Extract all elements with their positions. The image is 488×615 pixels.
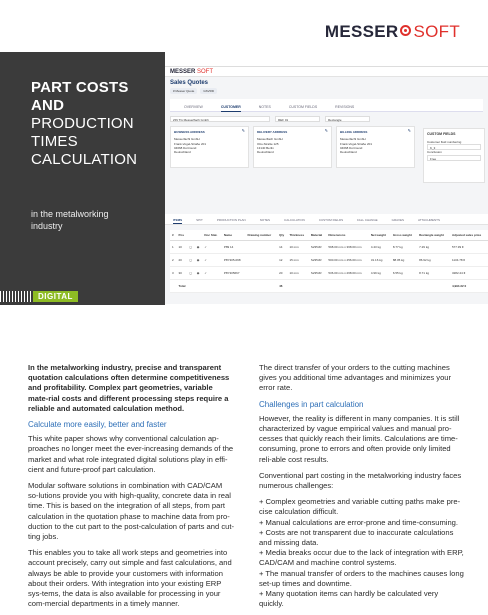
qty-input[interactable]: 14 [277, 241, 287, 254]
app-header [165, 67, 488, 77]
tab-spit[interactable]: SPIT [196, 218, 203, 222]
app-page-title: Sales Quotes [170, 80, 209, 86]
cell [245, 267, 277, 280]
list-item: + Manual calculations are error-prone and time-consuming. [259, 517, 459, 527]
card-title: DELIVERY ADDRESS [257, 130, 288, 134]
col-header[interactable]: Thickness [287, 230, 308, 241]
col-header[interactable]: Pos [176, 230, 187, 241]
cell: 6.55 kg [391, 267, 417, 280]
card-line: Messerflach GmbH [257, 137, 283, 142]
subtitle-line-2: industry [31, 221, 63, 231]
card-line: 04668 Dortmund [174, 145, 197, 150]
items-table [170, 230, 488, 293]
paragraph: Modular software solutions in combination with CAD/CAM so-lutions provide you with high-quality, concrete data in real time. This is based on the integration of all steps, from part calculation in the quotation phase to machine data from pro-duction to the cut part to the post-calculation of parts and cut-ting jobs. [28, 481, 234, 542]
cell: P89 14 [222, 241, 246, 254]
qty-input[interactable]: 12 [277, 254, 287, 267]
cell: 500.00 mm x 456.00 mm [326, 254, 369, 267]
edit-icon[interactable]: ✎ [324, 128, 328, 133]
logo-mark-icon [400, 25, 411, 36]
paragraph: This enables you to take all work steps and geometries into account precisely, carry out simple and fast calculations, and always be able to provide your customers with information about their orders. With integration into your existing ERP sys-tems, the data is also available for processing in your com-mercial departments in a timely manner. [28, 548, 232, 609]
app-logo [170, 69, 213, 75]
col-header[interactable]: Net weight [369, 230, 391, 241]
cell [245, 254, 277, 267]
card-title: BUSINESS ADDRESS [174, 130, 205, 134]
table-row[interactable] [170, 241, 488, 254]
price-input[interactable]: 1134.78 € [450, 254, 488, 267]
customer-search-input[interactable]: ZIN TG Messerflach Gmbh [170, 116, 270, 122]
app-logo-bold: MESSER [170, 68, 196, 75]
app-screenshot [165, 66, 488, 304]
right-column [259, 363, 465, 609]
page-title [31, 79, 156, 169]
status-check-icon: ✓ [202, 267, 221, 280]
cell: 7.29 kg [417, 241, 450, 254]
cell: 536.00 mm x 268.00 mm [326, 267, 369, 280]
title-banner [0, 52, 165, 305]
list-item: + Many quotation items can hardly be calculated very quickly. [259, 589, 439, 609]
crumb-1[interactable]: # Messer Quote [170, 88, 197, 94]
filter-row [165, 112, 488, 126]
col-header[interactable]: Adjusted sales price [450, 230, 488, 241]
total-price: 4,994.32 € [450, 280, 488, 293]
cell: P8Y305667 [222, 267, 246, 280]
logo-soft: SOFT [413, 22, 460, 41]
tab-fall-change[interactable]: FALL CHANGE [357, 218, 378, 222]
col-header[interactable]: Name [222, 230, 246, 241]
list-item: + Complex geometries and variable cutting paths make pre- cise calculation difficult. [259, 497, 461, 517]
tab-customer[interactable]: CUSTOMER [221, 105, 241, 112]
list-item: + Costs are not transparent due to inaccurate calculations and missing data. [259, 527, 454, 548]
card-line: Deutschland [257, 150, 274, 155]
part-preview-icon: ◻ [187, 254, 194, 267]
cell: S235JR [309, 254, 327, 267]
title-line-1: PART COSTS [31, 79, 129, 96]
messer-soft-logo [325, 22, 460, 42]
part-preview-icon: ◻ [187, 241, 194, 254]
cell: 10 mm [287, 267, 308, 280]
app-tabs [170, 99, 483, 112]
cell: 8.71 kg [417, 267, 450, 280]
title-line-4: TIMES [31, 133, 78, 150]
eye-icon[interactable]: ◉ [195, 254, 203, 267]
subtitle [31, 208, 109, 232]
digital-tag: DIGITAL [33, 291, 78, 302]
recurrence-select[interactable]: Rectangle [325, 116, 370, 122]
cell: 4.43 kg [369, 241, 391, 254]
section-heading: Challenges in part calculation [259, 399, 364, 409]
col-header[interactable]: # [170, 230, 176, 241]
paragraph: This white paper shows why conventional calculation ap-proaches no longer meet the ever-increasing demands of the market and what role integrated digital solutions play in effi-cient and future-proof part calculation. [28, 434, 234, 474]
eye-icon[interactable]: ◉ [195, 267, 203, 280]
table-row[interactable] [170, 254, 488, 267]
app-logo-light: SOFT [197, 68, 214, 75]
tab-notes[interactable]: NOTES [258, 105, 271, 109]
list-item: + Media breaks occur due to the lack of integration with ERP, CAD/CAM and machine control systems. [259, 548, 464, 568]
col-header [195, 230, 203, 241]
col-header[interactable]: Doc Stat. [202, 230, 221, 241]
cell: S235JR [309, 241, 327, 254]
card-line: 13140 Berlin [257, 145, 274, 150]
cell: 88.05 kg [391, 254, 417, 267]
stripe-decoration [0, 291, 32, 302]
subtitle-line-1: in the metalworking [31, 209, 109, 219]
custom-field-label: Customer fluid numbering [427, 139, 462, 144]
tab-overview[interactable]: OVERVIEW [184, 105, 203, 109]
col-header[interactable]: Gross weight [391, 230, 417, 241]
breadcrumb [165, 86, 488, 96]
custom-field-input[interactable]: K_3 [427, 144, 481, 150]
logo-messer: MESSER [324, 22, 399, 41]
title-line-3: PRODUCTION [31, 115, 134, 132]
tab-production-plan[interactable]: PRODUCTION PLAN [216, 218, 246, 222]
cell: P8Y305-098 [222, 254, 246, 267]
cell: 30 [176, 267, 187, 280]
paragraph: The direct transfer of your orders to the cutting machines gives you additional time advantages and minimizes your error rate. [259, 363, 452, 393]
paragraph: Conventional part costing in the metalworking industry faces numerous challenges: [259, 470, 462, 491]
cell: 2 [170, 254, 176, 267]
eye-icon[interactable]: ◉ [195, 241, 203, 254]
edit-icon[interactable]: ✎ [241, 128, 245, 133]
total-qty: 46 [277, 280, 287, 293]
col-header[interactable]: Drawing number [245, 230, 277, 241]
cell: 1 [170, 241, 176, 254]
qty-input[interactable]: 20 [277, 267, 287, 280]
custom-field-label: Conclusion [427, 150, 442, 154]
billing-address-card [336, 126, 415, 168]
title-line-2: AND [31, 97, 65, 114]
cell: 31.16 kg [369, 254, 391, 267]
tab-calculation[interactable]: CALCULATION [284, 218, 305, 222]
status-check-icon: ✓ [202, 254, 221, 267]
total-label: Total [176, 280, 277, 293]
cell: S235JR [309, 267, 327, 280]
cell: 86.92 kg [417, 254, 450, 267]
custom-fields-title: CUSTOM FIELDS [427, 132, 456, 136]
col-header[interactable]: Rectangle weight [417, 230, 450, 241]
col-header[interactable]: Material [309, 230, 327, 241]
cell [245, 241, 277, 254]
table-row[interactable] [170, 267, 488, 280]
cell [287, 280, 450, 293]
cell: 15 mm [287, 254, 308, 267]
part-preview-icon: ◻ [187, 267, 194, 280]
tab-items[interactable]: ITEMS [173, 218, 183, 222]
tab-attachments[interactable]: ATTACHMENTS [417, 218, 441, 222]
cell: 10 mm [287, 241, 308, 254]
total-row [170, 280, 488, 293]
tab-notes-2[interactable]: NOTES [259, 218, 271, 222]
card-line: Deutschland [174, 150, 191, 155]
custom-field-input[interactable]: Free [427, 155, 481, 161]
card-line: Messerfachl GmbH [340, 137, 366, 142]
delivery-address-card [253, 126, 332, 168]
crumb-2[interactable]: GSVRD [200, 88, 217, 94]
card-line: Frank-Vogel-Straße 201 [340, 141, 373, 146]
card-line: Frank-Vogel-Straße 201 [174, 141, 207, 146]
card-line: Deutschland [340, 150, 357, 155]
col-header [187, 230, 194, 241]
col-header[interactable]: Dimensions [326, 230, 369, 241]
tab-revisions[interactable]: REVISIONS [335, 105, 355, 109]
lead-paragraph: In the metalworking industry, precise and transparent quotation calculations often determine competitiveness and profitability. Complex part geometries, variable mate-rial costs and different processing steps require a reliable and automated calculation method. [28, 363, 230, 413]
custom-fields-panel [423, 128, 485, 183]
paragraph: However, the reality is different in many companies. It is still characterized by vague empirical values and manual pro-cesses that quickly reach their limits. Calculations are time-consuming, prone to errors and often provide only limited reli-able cost results. [259, 413, 460, 464]
reference-field[interactable]: REF 01 [275, 116, 320, 122]
item-tabs [165, 214, 488, 225]
edit-icon[interactable]: ✎ [407, 128, 411, 133]
table-header-row [170, 230, 488, 241]
tab-custom-fields[interactable]: CUSTOM FIELDS [288, 105, 318, 109]
left-column [28, 363, 234, 615]
list-item: + The manual transfer of orders to the machines causes long set-up times and downtime. [259, 568, 464, 588]
tab-graves[interactable]: GRAVES [391, 218, 404, 222]
price-input[interactable]: 577.99 € [450, 241, 488, 254]
tab-custom-fields-2[interactable]: CUSTOM FIELDS [318, 218, 344, 222]
card-line: Messerfachl GmbH [174, 137, 200, 142]
challenge-list [259, 497, 465, 609]
card-line: Otto-Straße 125 [257, 141, 279, 146]
address-cards [165, 126, 420, 168]
cell: 598.00 mm x 368.00 mm [326, 241, 369, 254]
business-address-card [170, 126, 249, 168]
section-heading: Calculate more easily, better and faster [28, 420, 167, 430]
cell: 20 [176, 254, 187, 267]
cell: 4.99 kg [369, 267, 391, 280]
cell: 8.77 kg [391, 241, 417, 254]
cell: 3 [170, 267, 176, 280]
title-line-5: CALCULATION [31, 151, 138, 168]
cell: 10 [176, 241, 187, 254]
card-title: BILLING ADDRESS [340, 130, 368, 134]
status-check-icon: ✓ [202, 241, 221, 254]
card-line: 04668 Dortmund [340, 145, 363, 150]
price-input[interactable]: 3282.24 € [450, 267, 488, 280]
col-header[interactable]: Qty [277, 230, 287, 241]
